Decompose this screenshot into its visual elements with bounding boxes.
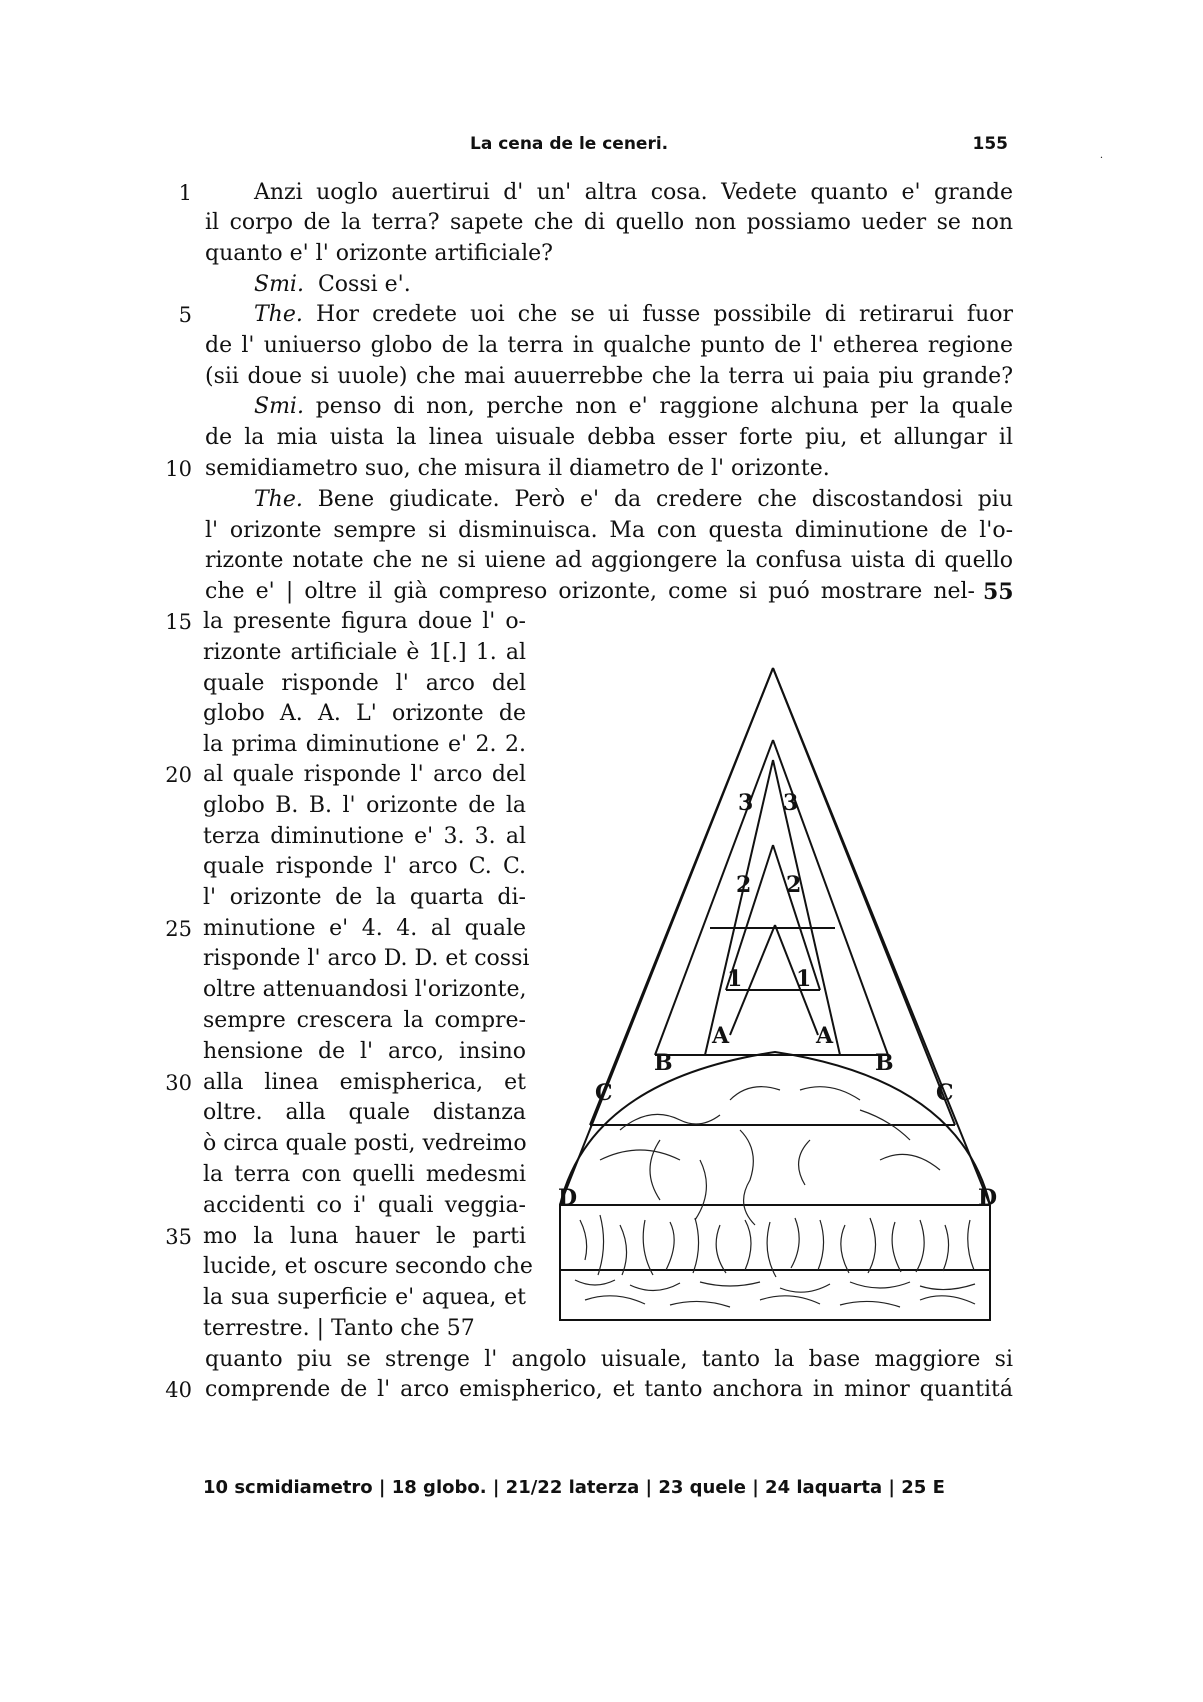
footnote-apparatus: 10 scmidiametro | 18 globo. | 21/22 laterza | 23 quele | 24 laquarta | 25 E xyxy=(203,1477,945,1498)
text-line: hensione de l' arco, insino xyxy=(203,1039,526,1064)
line-number: 35 xyxy=(165,1225,192,1249)
line-number: 25 xyxy=(165,917,192,941)
text-line: de l' uniuerso globo de la terra in qualche punto de l' etherea regione xyxy=(205,333,1013,358)
speech-text: Bene giudicate. Però e' da credere che discostandosi piu xyxy=(317,487,1013,512)
line-number: 40 xyxy=(165,1378,192,1402)
speaker-label: Smi. xyxy=(254,394,304,419)
text-line: terrestre. | Tanto che 57 xyxy=(203,1316,475,1341)
speaker-label: The. xyxy=(254,487,303,512)
text-line: globo A. A. L' orizonte de xyxy=(203,701,526,726)
label-3-left: 3 xyxy=(738,790,754,816)
text-line: rizonte artificiale è 1[.] 1. al xyxy=(203,640,526,665)
label-b-right: B xyxy=(875,1050,894,1076)
label-b-left: B xyxy=(654,1050,673,1076)
label-a-left: A xyxy=(712,1023,730,1049)
speech-text: penso di non, perche non e' raggione alchuna per la quale xyxy=(315,394,1013,419)
text-line: sempre crescera la compre- xyxy=(203,1008,526,1033)
text-line: (sii doue si uuole) che mai auuerrebbe che la terra ui paia piu grande? xyxy=(205,364,1013,389)
text-line: l' orizonte sempre si disminuisca. Ma con questa diminutione de l'o- xyxy=(205,518,1013,543)
text-line: oltre. alla quale distanza xyxy=(203,1100,526,1125)
text-line: rizonte notate che ne si uiene ad aggiongere la confusa uista di quello xyxy=(205,548,1013,573)
text-line: lucide, et oscure secondo che xyxy=(203,1254,533,1279)
text-line: oltre attenuandosi l'orizonte, xyxy=(203,977,527,1002)
line-number: 15 xyxy=(165,610,192,634)
running-title: La cena de le ceneri. xyxy=(470,134,669,154)
label-a-right: A xyxy=(816,1023,834,1049)
text-line: comprende de l' arco emispherico, et tanto anchora in minor quantitá xyxy=(205,1377,1013,1402)
horizon-diagram xyxy=(560,660,1000,1360)
label-2-right: 2 xyxy=(786,872,802,898)
speech-text: Hor credete uoi che se ui fusse possibile di retirarui fuor xyxy=(316,302,1014,327)
label-3-right: 3 xyxy=(783,790,799,816)
line-number: 20 xyxy=(165,763,192,787)
text-line: quanto e' l' orizonte artificiale? xyxy=(205,241,553,266)
text-line xyxy=(254,485,1013,515)
label-1-left: 1 xyxy=(727,966,743,992)
text-line: l' orizonte de la quarta di- xyxy=(203,885,526,910)
label-2-left: 2 xyxy=(736,872,752,898)
label-d-right: D xyxy=(978,1185,998,1211)
page-mark: . xyxy=(1099,150,1103,161)
label-c-left: C xyxy=(595,1080,613,1106)
margin-page-reference: 55 xyxy=(983,579,1014,605)
text-line: minutione e' 4. 4. al quale xyxy=(203,916,526,941)
text-line: che e' | oltre il già compreso orizonte, come si puó mostrare nel- xyxy=(205,579,975,604)
text-line: la prima diminutione e' 2. 2. xyxy=(203,732,526,757)
page-number: 155 xyxy=(972,134,1008,154)
text-line: il corpo de la terra? sapete che di quello non possiamo ueder se non xyxy=(205,210,1013,235)
text-line: de la mia uista la linea uisuale debba esser forte piu, et allungar il xyxy=(205,425,1013,450)
speaker-label: The. xyxy=(254,302,303,327)
label-d-left: D xyxy=(558,1185,578,1211)
label-1-right: 1 xyxy=(796,966,812,992)
label-c-right: C xyxy=(936,1080,954,1106)
text-line xyxy=(254,270,1013,300)
text-line: al quale risponde l' arco del xyxy=(203,762,526,787)
speaker-label: Smi. xyxy=(254,272,304,297)
running-header xyxy=(200,128,1020,158)
text-line xyxy=(254,392,1013,422)
line-number: 30 xyxy=(165,1071,192,1095)
text-line: accidenti co i' quali veggia- xyxy=(203,1193,526,1218)
text-line: la sua superficie e' aquea, et xyxy=(203,1285,526,1310)
text-line: quale risponde l' arco del xyxy=(203,671,526,696)
text-line: quale risponde l' arco C. C. xyxy=(203,854,526,879)
text-line: risponde l' arco D. D. et cossi xyxy=(203,946,530,971)
text-line: quanto piu se strenge l' angolo uisuale, tanto la base maggiore si xyxy=(205,1347,1013,1372)
text-line: la terra con quelli medesmi xyxy=(203,1162,526,1187)
text-line: la presente figura doue l' o- xyxy=(203,609,526,634)
text-line: globo B. B. l' orizonte de la xyxy=(203,793,526,818)
text-line: ò circa quale posti, vedreimo xyxy=(203,1131,527,1156)
text-line: mo la luna hauer le parti xyxy=(203,1224,526,1249)
line-number: 1 xyxy=(178,181,192,205)
text-line xyxy=(254,300,1013,330)
text-line: Anzi uoglo auertirui d' un' altra cosa. Vedete quanto e' grande xyxy=(254,180,1013,205)
line-number: 5 xyxy=(178,303,192,327)
text-line: alla linea emispherica, et xyxy=(203,1070,526,1095)
speech-text: Cossi e'. xyxy=(317,272,411,297)
text-line: terza diminutione e' 3. 3. al xyxy=(203,824,526,849)
line-number: 10 xyxy=(165,457,192,481)
text-line: semidiametro suo, che misura il diametro de l' orizonte. xyxy=(205,456,830,481)
